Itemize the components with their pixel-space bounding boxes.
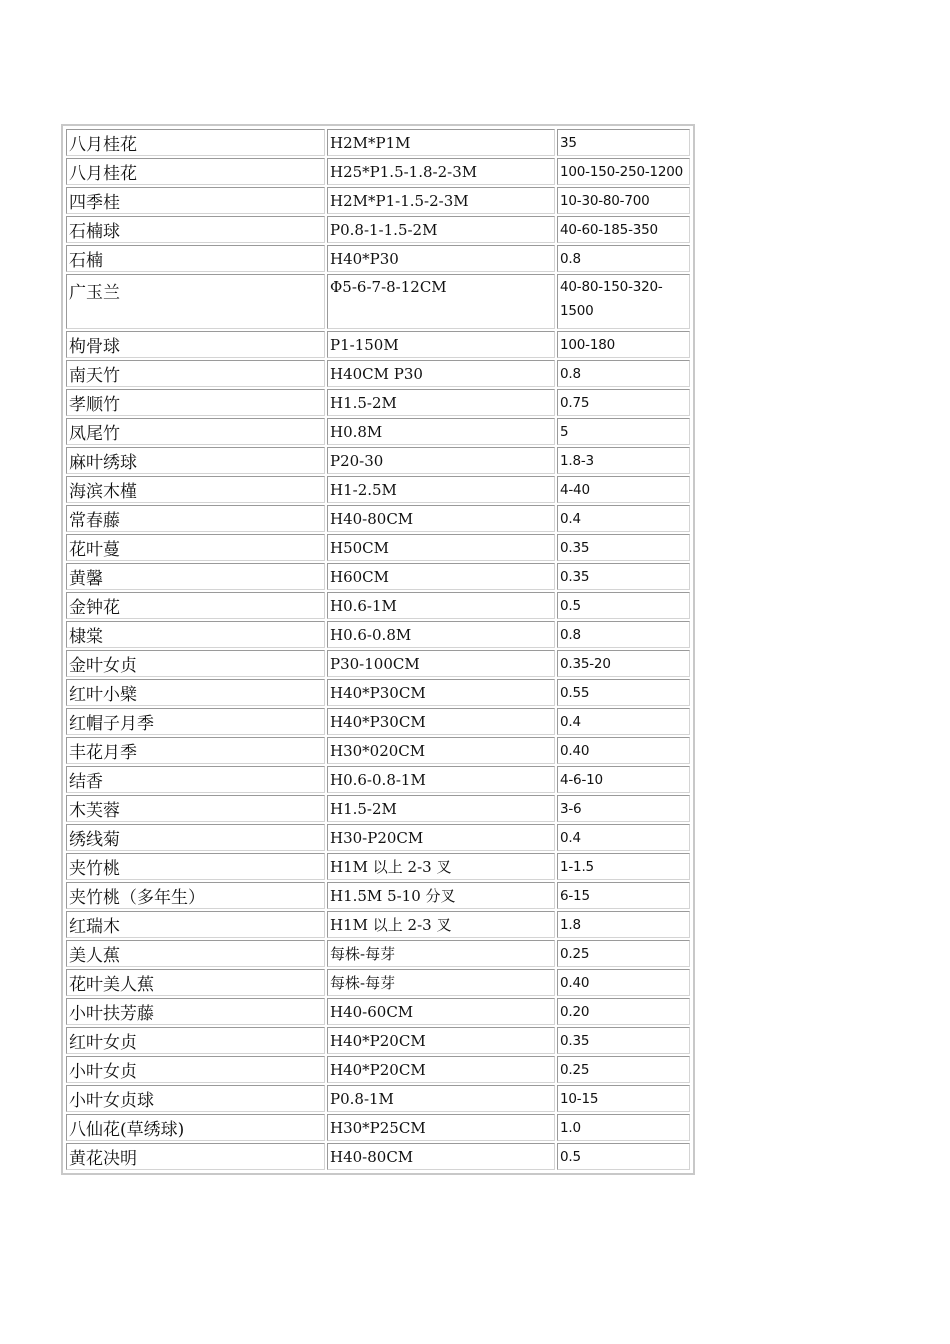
plant-name-cell: 夹竹桃（多年生） — [66, 882, 325, 909]
spec-cell: H2M*P1M — [327, 129, 555, 156]
spec-cell: H25*P1.5-1.8-2-3M — [327, 158, 555, 185]
price-cell: 0.40 — [557, 969, 690, 996]
price-cell: 0.20 — [557, 998, 690, 1025]
table-row — [66, 274, 690, 329]
table-row — [66, 1114, 690, 1141]
price-cell: 6-15 — [557, 882, 690, 909]
table-row — [66, 447, 690, 474]
plant-name-cell: 海滨木槿 — [66, 476, 325, 503]
price-cell: 0.35 — [557, 1027, 690, 1054]
price-cell: 0.25 — [557, 1056, 690, 1083]
plant-name-cell: 四季桂 — [66, 187, 325, 214]
table-row — [66, 679, 690, 706]
plant-name-cell: 八月桂花 — [66, 129, 325, 156]
table-row — [66, 418, 690, 445]
plant-name-cell: 红帽子月季 — [66, 708, 325, 735]
plant-name-cell: 夹竹桃 — [66, 853, 325, 880]
price-cell: 0.25 — [557, 940, 690, 967]
price-cell: 0.4 — [557, 708, 690, 735]
plant-name-cell: 小叶女贞 — [66, 1056, 325, 1083]
plant-name-cell: 黄馨 — [66, 563, 325, 590]
spec-cell: H40*P30CM — [327, 679, 555, 706]
spec-cell: H40-80CM — [327, 1143, 555, 1170]
price-cell: 1-1.5 — [557, 853, 690, 880]
price-cell: 4-6-10 — [557, 766, 690, 793]
plant-name-cell: 广玉兰 — [66, 274, 325, 329]
table-row — [66, 158, 690, 185]
price-cell: 1.8 — [557, 911, 690, 938]
price-cell: 100-180 — [557, 331, 690, 358]
plant-name-cell: 小叶女贞球 — [66, 1085, 325, 1112]
spec-cell: H30*020CM — [327, 737, 555, 764]
plant-name-cell: 麻叶绣球 — [66, 447, 325, 474]
price-cell: 0.8 — [557, 360, 690, 387]
table-row — [66, 476, 690, 503]
spec-cell: H50CM — [327, 534, 555, 561]
plant-name-cell: 枸骨球 — [66, 331, 325, 358]
plant-name-cell: 红瑞木 — [66, 911, 325, 938]
table-row — [66, 737, 690, 764]
plant-name-cell: 石楠球 — [66, 216, 325, 243]
spec-cell: H30*P25CM — [327, 1114, 555, 1141]
table-row — [66, 998, 690, 1025]
price-cell: 1.0 — [557, 1114, 690, 1141]
price-cell: 40-80-150-320-1500 — [557, 274, 690, 329]
spec-cell: H1-2.5M — [327, 476, 555, 503]
table-row — [66, 534, 690, 561]
table-row — [66, 1085, 690, 1112]
table-row — [66, 824, 690, 851]
spec-cell: P30-100CM — [327, 650, 555, 677]
spec-cell: H2M*P1-1.5-2-3M — [327, 187, 555, 214]
table-row — [66, 331, 690, 358]
plant-name-cell: 小叶扶芳藤 — [66, 998, 325, 1025]
plant-name-cell: 红叶小檗 — [66, 679, 325, 706]
table-row — [66, 882, 690, 909]
table-row — [66, 129, 690, 156]
plant-name-cell: 绣线菊 — [66, 824, 325, 851]
spec-cell: H40CM P30 — [327, 360, 555, 387]
plant-name-cell: 木芙蓉 — [66, 795, 325, 822]
spec-cell: H0.6-0.8M — [327, 621, 555, 648]
table-row — [66, 795, 690, 822]
table-row — [66, 911, 690, 938]
plant-table-body — [66, 129, 690, 1170]
table-row — [66, 650, 690, 677]
spec-cell: H1.5-2M — [327, 795, 555, 822]
table-row — [66, 853, 690, 880]
table-row — [66, 360, 690, 387]
spec-cell: H60CM — [327, 563, 555, 590]
table-row — [66, 1027, 690, 1054]
table-row — [66, 389, 690, 416]
spec-cell: H1.5M 5-10 分叉 — [327, 882, 555, 909]
table-row — [66, 1056, 690, 1083]
table-row — [66, 563, 690, 590]
spec-cell: P1-150M — [327, 331, 555, 358]
plant-name-cell: 金叶女贞 — [66, 650, 325, 677]
plant-name-cell: 棣棠 — [66, 621, 325, 648]
plant-name-cell: 结香 — [66, 766, 325, 793]
price-cell: 0.35 — [557, 534, 690, 561]
plant-price-table-frame — [61, 124, 695, 1175]
spec-cell: H40-60CM — [327, 998, 555, 1025]
plant-name-cell: 石楠 — [66, 245, 325, 272]
plant-name-cell: 花叶蔓 — [66, 534, 325, 561]
spec-cell: H0.6-0.8-1M — [327, 766, 555, 793]
price-cell: 0.5 — [557, 592, 690, 619]
price-cell: 0.4 — [557, 824, 690, 851]
plant-name-cell: 黄花决明 — [66, 1143, 325, 1170]
price-cell: 0.55 — [557, 679, 690, 706]
plant-name-cell: 南天竹 — [66, 360, 325, 387]
table-row — [66, 621, 690, 648]
table-row — [66, 187, 690, 214]
price-cell: 4-40 — [557, 476, 690, 503]
spec-cell: H40-80CM — [327, 505, 555, 532]
table-row — [66, 708, 690, 735]
price-cell: 35 — [557, 129, 690, 156]
price-cell: 40-60-185-350 — [557, 216, 690, 243]
spec-cell: H40*P20CM — [327, 1027, 555, 1054]
spec-cell: P0.8-1-1.5-2M — [327, 216, 555, 243]
price-cell: 10-30-80-700 — [557, 187, 690, 214]
table-row — [66, 969, 690, 996]
price-cell: 0.35 — [557, 563, 690, 590]
spec-cell: H30-P20CM — [327, 824, 555, 851]
spec-cell: H1.5-2M — [327, 389, 555, 416]
table-row — [66, 216, 690, 243]
spec-cell: H0.8M — [327, 418, 555, 445]
plant-name-cell: 花叶美人蕉 — [66, 969, 325, 996]
price-cell: 1.8-3 — [557, 447, 690, 474]
spec-cell: 每株-每芽 — [327, 940, 555, 967]
spec-cell: H1M 以上 2-3 叉 — [327, 911, 555, 938]
spec-cell: P20-30 — [327, 447, 555, 474]
price-cell: 0.8 — [557, 621, 690, 648]
spec-cell: Φ5-6-7-8-12CM — [327, 274, 555, 329]
table-row — [66, 1143, 690, 1170]
table-row — [66, 505, 690, 532]
price-cell: 5 — [557, 418, 690, 445]
price-cell: 0.75 — [557, 389, 690, 416]
price-cell: 10-15 — [557, 1085, 690, 1112]
price-cell: 0.4 — [557, 505, 690, 532]
plant-name-cell: 八仙花(草绣球) — [66, 1114, 325, 1141]
table-row — [66, 592, 690, 619]
spec-cell: H40*P30CM — [327, 708, 555, 735]
price-cell: 0.35-20 — [557, 650, 690, 677]
plant-name-cell: 金钟花 — [66, 592, 325, 619]
plant-price-table — [64, 127, 692, 1172]
price-cell: 0.8 — [557, 245, 690, 272]
spec-cell: P0.8-1M — [327, 1085, 555, 1112]
price-cell: 0.5 — [557, 1143, 690, 1170]
plant-name-cell: 孝顺竹 — [66, 389, 325, 416]
plant-name-cell: 美人蕉 — [66, 940, 325, 967]
plant-name-cell: 凤尾竹 — [66, 418, 325, 445]
spec-cell: H0.6-1M — [327, 592, 555, 619]
price-cell: 100-150-250-1200 — [557, 158, 690, 185]
table-row — [66, 766, 690, 793]
price-cell: 3-6 — [557, 795, 690, 822]
price-cell: 0.40 — [557, 737, 690, 764]
table-row — [66, 940, 690, 967]
spec-cell: H1M 以上 2-3 叉 — [327, 853, 555, 880]
plant-name-cell: 丰花月季 — [66, 737, 325, 764]
spec-cell: 每株-每芽 — [327, 969, 555, 996]
spec-cell: H40*P30 — [327, 245, 555, 272]
plant-name-cell: 常春藤 — [66, 505, 325, 532]
plant-name-cell: 红叶女贞 — [66, 1027, 325, 1054]
spec-cell: H40*P20CM — [327, 1056, 555, 1083]
plant-name-cell: 八月桂花 — [66, 158, 325, 185]
table-row — [66, 245, 690, 272]
